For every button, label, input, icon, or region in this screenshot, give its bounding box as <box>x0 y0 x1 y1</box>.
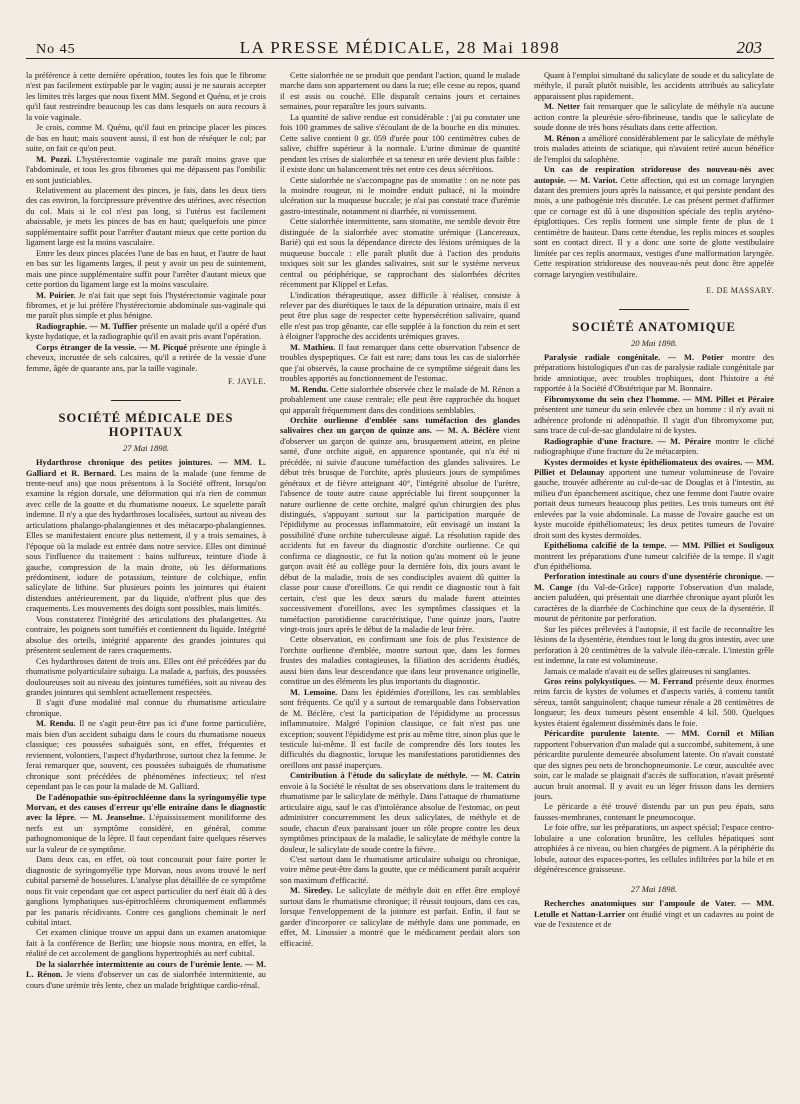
paragraph <box>280 343 520 385</box>
section-date: 20 Mai 1898. <box>630 337 678 348</box>
paragraph-text: apportent une tumeur volumineuse de l'ovaire gauche, trouvée adhérente au cul-de-sac de Douglas et à l'intestin, au milieu d'un épanchement ascitique, chez une femme dont l'autre ovaire portait deux tumeurs beaucoup plus petites. Les trois tumeurs ont été enlevées par la voie abdominale. La masse de l'ovaire gauche est un kyste mucoïde épithéliomateux; les deux petites tumeurs de l'ovaire droit sont des kystes dermoïdes. <box>534 467 774 540</box>
signature: E. DE MASSARY. <box>706 286 774 296</box>
paragraph-text: présente deux énormes reins farcis de kystes de volumes et d'aspects variés, à contenu tantôt séreux, tantôt sanguinolent; chaque tumeur rénale a 28 centimètres de longueur; les deux tumeurs pèsent ensemble 4 kil. 500. Quelques kystes étaient également disséminés dans le foie. <box>534 677 774 728</box>
paragraph <box>26 458 266 615</box>
rubric-title: Fibromyxome du sein chez l'homme. — MM. Pillet et Péraire <box>544 394 774 404</box>
section-heading: SOCIÉTÉ ANATOMIQUE <box>572 319 736 334</box>
paragraph-text: rapportent l'observation d'un malade qui a succombé, subitement, à une péricardite purulente demeurée absolument latente. On n'avait constaté que des signes peu nets de bronchopneumonie. Le cœur, auscultée avec soin, car le malade se plaignait d'accès de suffocation, n'avait présenté aucun bruit anormal. Il y avait eu un léger frisson dans les derniers jours. <box>534 739 774 801</box>
paragraph-text: (du Val-de-Grâce) rapporte l'observation d'un malade, ancien paludéen, qui présentait une diarrhée chronique ayant plutôt les caractères de la diarrhée de Cochinchine que ceux de la dysentérie. Il mourut de péritonite par perforation. <box>534 582 774 624</box>
divider <box>111 400 181 401</box>
journal-title: LA PRESSE MÉDICALE, 28 Mai 1898 <box>239 38 561 57</box>
speaker: M. Poirier. <box>36 290 76 300</box>
paragraph-text: présentent une tumeur du sein enlevée chez un homme : il n'y avait ni adhérence profonde ni adénopathie. Il s'agit d'un fibromyxome pur, sans trace de cul-de-sac glandulaire ni de kystes. <box>534 405 774 436</box>
paragraph: Cette observation, en confirmant une fois de plus l'existence de l'orchite ourlienne d'emblée, montre surtout que, dans les formes frustes des maladies contagieuses, la filiation des accidents étudiés, aussi bien dans leur descendance que dans leur provenance originelle, constitue un des éléments les plus importants du diagnostic. <box>280 635 520 687</box>
paragraph-text: vient d'observer un garçon de quinze ans, brusquement atteint, en pleine santé, d'une orchite aiguë, en apparence spontanée, qui n'a été ni précédée, ni suivie d'aucune tuméfaction des glandes salivaires. Le début très brusque de l'orchite, après plusieurs jours de symptômes généraux et de fièvre atteignant 40°, l'intégrité absolue de l'urètre, l'absence de toute autre cause appréciable lui firent soupçonner la nature ourlienne de cette orchite, malgré qu'un chirurgien des plus distingués, s'appuyant surtout sur la participation marquée de l'épididyme au processus inflammatoire, eût envisagé un instant la possibilité d'une orchite tuberculeuse aiguë. La résolution rapide des accidents fut en faveur du diagnostic d'orchite ourlienne. Ce qui confirma ce diagnostic, ce fut la notion qu'au moment où le jeune garçon avait été au collège pour la dernière fois, dix jours avant le début de la maladie, trois de ses condisciples avaient dû quitter la classe pour cause d'oreillons. Ce qui rendit ce diagnostic tout à fait certain, c'est que les deux sœurs du malade furent atteintes successivement d'oreillons, avec les symptômes classiques et la tuméfaction parotidienne caractéristique, l'une quinze jours, l'autre vingt-trois jours après le début de la maladie de leur frère. <box>280 426 520 635</box>
paragraph-text: montre des préparations histologiques d'un cas de paralysie radiale congénitale par bride amniotique, avec troubles trophiques, dont l'histoire a été rapportée à la Société d'Obstétrique par M. Bonnaire. <box>534 352 774 394</box>
rubric-title: Péricardite purulente latente. — MM. Cornil et Milian <box>544 729 774 739</box>
speaker: M. Mathieu. <box>290 342 336 352</box>
paragraph <box>534 458 774 542</box>
paragraph: Entre les deux pinces placées l'une de bas en haut, et l'autre de haut en bas sur les ligaments larges, il peut y avoir un peu de suintement, mais une pince supplémentaire suffit pour l'arrêter d'autant mieux que cette portion du ligament large est la moins vasculaire. <box>26 248 266 290</box>
paragraph <box>534 437 774 458</box>
paragraph-text: montrent les préparations d'une tumeur calcifiée de la tempe. Il s'agit d'un épithélioma. <box>534 551 774 572</box>
paragraph: Jamais ce malade n'avait eu de selles glaireuses ni sanglantes. <box>544 666 751 676</box>
paragraph-text: Le salicylate de méthyle doit en effet être employé surtout dans le rhumatisme chronique; il réussit toujours, dans ces cas, lorsque l'enveloppement de la jointure est parfait. Enfin, il faut se garder d'incorporer ce salicylate de méthyle dans une pommade, en effet, M. Linossier a montré que le médicament perdait alors son efficacité. <box>280 886 520 948</box>
paragraph: Sur les pièces prélevées à l'autopsie, il est facile de reconnaître les lésions de la dysentérie, étendues tout le long du gros intestin, avec une perforation à 20 centimètres de la valvule iléo-cæcale. L'intestin grêle est indemne, la rate est volumineuse. <box>534 624 774 666</box>
rubric-title: Corps étranger de la vessie. — M. Picqué <box>36 342 187 352</box>
paragraph-text: fait remarquer que le salicylate de méthyle n'a aucune action contre la pleurésie séro-fibrineuse, tandis que le salicylate de soude donne de très bons résultats dans cette affection. <box>534 102 774 133</box>
paragraph: Le péricarde a été trouvé distendu par un pus peu épais, sans fausses-membranes, contenant le pneumocoque. <box>534 802 774 822</box>
paragraph <box>26 960 266 991</box>
rubric-title: Perforation intestinale au cours d'une dysentérie chronique. — M. Cange <box>534 572 774 592</box>
speaker: M. Netter <box>544 102 581 112</box>
paragraph <box>280 385 520 416</box>
issue-number: No 45 <box>36 42 76 57</box>
paragraph-text: Cette sialorrhée observée chez le malade de M. Rénon a probablement une cause centrale; elle peut être rapprochée du hoquet qui apparaît fréquemment dans des conditions semblables. <box>280 384 520 415</box>
paragraph <box>534 572 774 624</box>
signature: F. JAYLE. <box>227 377 266 387</box>
paragraph <box>26 291 266 322</box>
paragraph: La quantité de salive rendue est considérable : j'ai pu constater une fois 100 grammes de salive s'écoulant de de la bouche en dix minutes. Cette salive contient 0 gr. 059 d'urée pour 100 centimètres cubes de salive, chiffre supérieur à la normale. L'urine diminue de quantité pendant les crises de sialorrhée et sa teneur en urée devient plus faible : il existe donc un balancement très net entre ces deux sécrétions. <box>280 112 520 175</box>
rubric-title: Hydarthrose chronique des petites jointures. — MM. L. Galliard et R. Bernard. <box>26 458 266 478</box>
paragraph-text: présente une épingle à cheveux, incrustée de sels calcaires, qu'il a retirée de la vessie d'une femme, âgée de quarante ans, par la taille vaginale. <box>26 342 266 373</box>
rubric-title: De la sialorrhée intermittente au cours de l'urémie lente. — M. L. Rénon. <box>26 959 266 980</box>
columns <box>26 71 774 1103</box>
column-2 <box>280 71 520 1103</box>
paragraph: la préférence à cette dernière opération, toutes les fois que le fibrome n'est pas facilement extirpable par le vagin; aussi je ne saurais accepter les limites très larges que nous fixent MM. Segond et Quénu, et je crois qu'il faut restreindre beaucoup les cas dans lesquels on aura recours à la voie vaginale. <box>26 71 266 122</box>
paragraph: Je crois, comme M. Quénu, qu'il faut en principe placer les pinces de bas en haut; mais souvent aussi, il est bon de réséquer le col; par suite, on fait ce qu'on peut. <box>26 123 266 154</box>
paragraph: Cet examen clinique trouve un appui dans un examen anatomique fait à la conférence de Berlin; une biopsie nous montra, en effet, la réalité de cet accolement de ganglions hypertrophiés au nerf cubital. <box>26 928 266 959</box>
paragraph-text: Je n'ai fait que sept fois l'hystérectomie vaginale pour fibromes, et je lui préfère l'hystérectomie abdominale sus-vaginale qui me paraît plus simple et plus bénigne. <box>26 290 266 321</box>
paragraph-text: montre le cliché radiographique d'une fracture du 2e métacarpien. <box>534 436 774 457</box>
paragraph-text: ont étudié vingt et un cadavres au point de vue de l'existence et de <box>534 909 774 929</box>
rubric-title: Radiographie. — M. Tuffier <box>36 321 138 331</box>
paragraph <box>26 793 266 856</box>
paragraph: L'indication thérapeutique, assez difficile à réaliser, consiste à relever par des diurétiques le taux de la dépuration urinaire, mais il est peut être plus sage de respecter cette hypersécrétion salivaire, quand elle n'est pas trop gênante, car elle supplée à la fonction du rein et sert à éloigner l'approche des accidents urémiques graves. <box>280 290 520 342</box>
rubric-title: Orchite ourlienne d'emblée sans tuméfaction des glandes salivaires chez un garçon de quinze ans. — M. A. Béclère <box>280 415 520 436</box>
paragraph: Ces hydarthroses datent de trois ans. Elles ont été précédées par du rhumatisme polyarticulaire subaigu. La malade a, parfois, des poussées douloureuses soit au niveau des jointures tuméfiées, soit au niveau des grandes jointures qui semblent actuellement respectées. <box>26 656 266 698</box>
paragraph-text: Les mains de la malade (une femme de trente-neuf ans) que nous présentons à la Société offrent, lorsqu'on examine la région dorsale, une déformation qui n'a rien de commun avec celle de la goutte et du rhumatisme noueux. Le squelette paraît indemne. Il n'y a que des hydarthroses localisées, surtout au niveau des articulations phalango-phalangiennes et des métacarpo-phalangiennes. Elles se manifestaient encore plus nettement, il y a trois semaines, à l'époque où la malade est entrée dans notre service. Elles ont diminué sous l'influence du traitement : bains sulfureux, teinture d'iode à gauche, compression de la main droite, où les déformations prédominent, iodure de potassium, teinture de colchique, enfin salicylate de lithine. Sur plusieurs points les jointures qui étaient distendues antérieurement, par du liquide, n'offrent plus que des craquements. Les mouvements des doigts sont possibles, mais limités. <box>26 468 266 614</box>
paragraph <box>26 343 266 374</box>
paragraph: Quant à l'emploi simultané du salicylate de soude et du salicylate de méthyle, il paraît plutôt nuisible, les accidents attribués au salicylate apparaissent plus rapidement. <box>534 71 774 101</box>
rubric-title: Gros reins polykystiques. — M. Ferrand <box>544 677 693 687</box>
rubric-title: Un cas de respiration stridoreuse des nouveau-nés avec autopsie. — M. Variot. <box>534 165 774 185</box>
rubric-title: Epithélioma calcifié de la tempe. — MM. Pilliet et Souligoux <box>544 541 774 551</box>
paragraph-text: Je viens d'observer un cas de sialorrhée intermittente, au cours d'une urémie très lente, chez un malade brightique cardio-rénal. <box>26 970 266 990</box>
paragraph <box>280 416 520 636</box>
paragraph <box>534 729 774 802</box>
paragraph <box>534 677 774 729</box>
column-1 <box>26 71 266 1103</box>
paragraph-text: Il ne s'agit peut-être pas ici d'une forme particulière, mais bien d'un accident subaigu dans le cours du rhumatisme noueux classique; ces poussées subaiguës sont, en effet, fréquentes et reviennent, volontiers, l'aspect d'hydarthrose, surtout chez la femme. Je ferai remarquer que, souvent, ces poussées subaiguës de rhumatisme chronique sont précédées de phénomènes infectieux; tel n'est cependant pas le cas pour la malade de M. Galliard. <box>26 719 266 792</box>
paragraph: Dans deux cas, en effet, où tout concourait pour faire porter le diagnostic de syringomyélie type Morvan, nous avons trouvé le nerf cubital parsemé de bosselures. L'analyse plus détaillée de ce symptôme nous fit voir cependant que cet aspect particulier du nerf était dû à des ganglions lymphatiques sus-épitrochléens chroniquement enflammés par les panaris récidivants. Contre ces ganglions cheminait le nerf cubital intact. <box>26 855 266 927</box>
section-date: 27 Mai 1898. <box>630 883 678 894</box>
paragraph: Vous constaterez l'intégrité des articulations des phalangettes. Au contraire, les poignets sont tuméfiés et contiennent du liquide. Intégrité absolue des orteils, intégrité apparente des grandes jointures qui présentent seulement de rares craquements. <box>26 614 266 656</box>
rubric-title: De l'adénopathie sus-épitrochléenne dans la syringomyélie type Morvan, et des causes d'erreur qu'elle entraîne dans le diagnostic avec la lèpre. — M. Jeanselme. <box>26 792 266 823</box>
paragraph <box>534 899 774 930</box>
paragraph-text: envoie à la Société le résultat de ses observations dans le traitement du rhumatisme par le salicylate de méthyle. Dans l'attaque de rhumatisme articulaire aigu, sauf le cas d'intolérance absolue de l'estomac, on peut administrer concurremment les deux salicylates, de méthyle et de soude, chacun d'eux paraissant jouer un rôle propre contre les deux symptômes principaux de la maladie, le salicylate de méthyle contre la douleur, le salicylate de soude contre la fièvre. <box>280 781 520 854</box>
rubric-title: Kystes dermoïdes et kyste épithéliomateux des ovaires. — MM. Pilliet et Delaunay <box>534 457 774 477</box>
paragraph: Il s'agit d'une modalité mal connue du rhumatisme articulaire chronique. <box>26 698 266 718</box>
rubric-title: Paralysie radiale congénitale. — M. Potier <box>544 352 724 362</box>
paragraph: Relativement au placement des pinces, je fais, dans les deux tiers des cas environ, la forcipressure préventive des utérines, avec résection du col. Mais si le col n'est pas long, si l'utérus est facilement abaissable, je mets les pinces de bas en haut; quelquefois une pince supplémentaire suffit pour l'arrêter d'autant mieux que cette portion du ligament large est la moins vasculaire. <box>26 185 266 248</box>
divider <box>619 309 689 310</box>
paragraph <box>280 771 520 855</box>
paragraph: C'est surtout dans le rhumatisme articulaire subaigu ou chronique, voire même peut-être dans la goutte, que ce médicament paraît acquérir son maximum d'efficacité. <box>280 854 520 885</box>
paragraph <box>26 155 266 186</box>
paragraph-text: Cette affection, qui est un cornage laryngien datant des premiers jours après la naissance, et qui persiste pendant des mois, a une pathogénie très discutée. Le cas présent permet d'affirmer que ce cornage est dû à une disposition spéciale des replis aryténo-épiglottiques. Ces replis forment une simple fente de plus de 1 centimètre de hauteur. Dans cette étendue, les replis minces et souples sont en contact direct. Il y a donc une sorte de glotte vestibulaire limitée par ces replis anormaux, vestiges d'une malformation laryngée. Cette respiration stridoreuse des nouveau-nés peut donc être appelée cornage laryngien vestibulaire. <box>534 175 774 279</box>
paragraph <box>280 688 520 772</box>
paragraph-text: L'hystérectomie vaginale me paraît moins grave que l'abdominale, et tous les gros fibromes qui me dépassent pas l'ombilic en sont justiciables. <box>26 154 266 185</box>
rubric-title: Contribution à l'étude du salicylate de méthyle. — M. Catrin <box>290 771 520 781</box>
speaker: M. Lemoine. <box>290 687 338 697</box>
page-number: 203 <box>736 38 762 57</box>
column-3 <box>534 71 774 1103</box>
paragraph-text: présente un malade qu'il a opéré d'un kyste hydatique, et la radiographie qu'il en avait pris avant l'opération. <box>26 321 266 342</box>
paragraph <box>534 102 774 133</box>
rubric-title: Recherches anatomiques sur l'ampoule de Vater. — MM. Letulle et Nattan-Larrier <box>534 899 774 919</box>
paragraph-text: L'épaississement moniliforme des nerfs est un symptôme considéré, en général, comme pathognomonique de la lèpre. Il faut cependant faire quelques réserves sur la valeur de ce symptôme. <box>26 813 266 854</box>
paragraph <box>534 353 774 395</box>
paragraph <box>534 395 774 437</box>
paragraph <box>26 719 266 792</box>
speaker: M. Pozzi. <box>36 154 72 164</box>
paragraph: Cette sialorrhée ne s'accompagne pas de stomatite : on ne note pas la moindre rougeur, ni le moindre enduit pultacé, ni la moindre ulcération sur la muqueuse buccale; je n'ai pas constaté trace d'urémie gastro-intestinale, notamment ni diarrhée, ni vomissement. <box>280 175 520 216</box>
paragraph: Cette sialorrhée ne se produit que pendant l'action, quand le malade marche dans son appartement ou dans la rue; elle cesse au repos, quand il est assis ou couché. Elle disparaît certains jours et certaines semaines, pour reparaître les jours suivants. <box>280 71 520 112</box>
paragraph <box>534 134 774 165</box>
paragraph-text: Il faut remarquer dans cette observation l'absence de troubles dyspeptiques. Ce fait est rare; dans tous les cas de sialorrhée que j'ai observés, la cause prochaine de ce symptôme siégeait dans les troubles apportés au fonctionnement de l'estomac. <box>280 342 520 384</box>
section-heading: SOCIÉTÉ MÉDICALE DES HOPITAUX <box>58 410 234 439</box>
speaker: M. Rendu. <box>290 384 329 394</box>
paragraph <box>534 541 774 572</box>
rubric-title: Radiographie d'une fracture. — M. Péraire <box>544 436 711 446</box>
section-date: 27 Mai 1898. <box>122 442 170 453</box>
paragraph <box>534 165 774 280</box>
paragraph <box>26 322 266 343</box>
paragraph-text: a amélioré considérablement par le salicylate de méthyle trois malades atteints de sciatique, qui n'avaient retiré aucun bénéfice de l'emploi du salophène. <box>534 133 774 164</box>
speaker: M. Rendu. <box>36 719 76 729</box>
speaker: M. Siredey. <box>290 886 333 896</box>
paragraph: Le foie offre, sur les préparations, un aspect spécial; l'espace centro-lobulaire a une coloration brunâtre, les cellules hépatiques sont atrophiées à ce niveau, ou bien chargées de pigment. A la périphérie du lobule, autour des espaces-portes, les cellules infiltrées par la bile et en dégénérescence graisseuse. <box>534 823 774 875</box>
page-header <box>26 28 774 59</box>
paragraph: Cette sialorrhée intermittente, sans stomatite, me semble devoir être distinguée de la sialorrhée avec stomatite urémique (Lancereaux, Barié) qui est sous la dépendance directe des lésions urémiques de la muqueuse buccale : elle paraît plutôt due à l'action des produits toxiques soit sur les glandes salivaires, soit sur le système nerveux central ou périphérique, se rapprochant des sialorrhées décrites récemment par Klippel et Lefas. <box>280 217 520 290</box>
paragraph <box>280 886 520 949</box>
speaker: M. Rénon <box>544 133 580 143</box>
paragraph-text: Dans les épidémies d'oreillons, les cas semblables sont fréquents. Ce qu'il y a surtout de remarquable dans l'observation de M. Béclère, c'est la participation de l'épididyme au processus inflammatoire. Malgré l'opinion classique, ce fait n'est pas une exception; souvent l'épididyme est pris au même titre, sinon plus que le testicule lui-même. Il est facile de comprendre dès lors toutes les difficultés du diagnostic, lorsque les manifestations parotidiennes des oreillons ont passé inaperçues. <box>280 687 520 770</box>
